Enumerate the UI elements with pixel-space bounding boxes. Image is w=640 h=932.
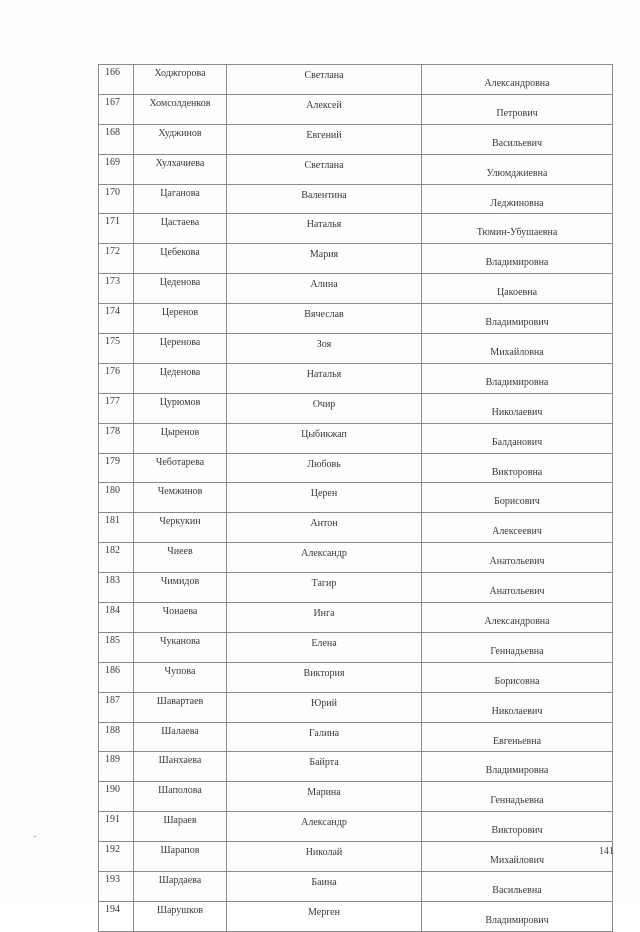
patronymic-cell (422, 423, 613, 453)
row-number-text: 175 (105, 336, 120, 348)
row-number-cell (99, 662, 134, 692)
first-name-cell (227, 752, 422, 782)
table-row (99, 692, 613, 722)
table-row (99, 124, 613, 154)
row-number-cell (99, 632, 134, 662)
first-name-text: Церен (310, 488, 338, 500)
last-name-cell (134, 453, 227, 483)
row-number-cell (99, 154, 134, 184)
first-name-text: Зоя (316, 338, 332, 350)
patronymic-cell (422, 453, 613, 483)
patronymic-text: Балданович (491, 436, 543, 448)
patronymic-text: Петрович (496, 107, 538, 119)
table-row (99, 722, 613, 752)
row-number-text: 169 (105, 156, 120, 168)
patronymic-text: Улюмджиевна (486, 167, 548, 179)
last-name-cell (134, 94, 227, 124)
last-name-cell (134, 423, 227, 453)
first-name-cell (227, 543, 422, 573)
first-name-cell (227, 214, 422, 244)
row-number-text: 180 (105, 485, 120, 497)
table-row (99, 573, 613, 603)
patronymic-cell (422, 603, 613, 633)
scan-mark (34, 836, 36, 837)
row-number-text: 194 (105, 903, 120, 915)
last-name-text: Шалаева (161, 725, 199, 737)
row-number-cell (99, 393, 134, 423)
last-name-cell (134, 274, 227, 304)
last-name-text: Цастаева (160, 217, 200, 229)
first-name-cell (227, 65, 422, 95)
table-row (99, 453, 613, 483)
patronymic-cell (422, 184, 613, 214)
first-name-text: Вячеслав (304, 309, 344, 321)
patronymic-cell (422, 752, 613, 782)
table-row (99, 513, 613, 543)
first-name-cell (227, 722, 422, 752)
first-name-cell (227, 692, 422, 722)
roster-table (98, 64, 613, 932)
first-name-cell (227, 304, 422, 334)
table-row (99, 65, 613, 95)
last-name-text: Шараев (163, 815, 197, 827)
last-name-cell (134, 184, 227, 214)
patronymic-cell (422, 632, 613, 662)
patronymic-cell (422, 94, 613, 124)
patronymic-text: Владимировна (485, 257, 549, 269)
first-name-cell (227, 632, 422, 662)
patronymic-text: Геннадьевна (490, 645, 544, 657)
patronymic-text: Николаевич (491, 705, 543, 717)
first-name-text: Наталья (306, 219, 342, 231)
row-number-cell (99, 274, 134, 304)
table-row (99, 423, 613, 453)
patronymic-cell (422, 274, 613, 304)
last-name-text: Чиеев (167, 546, 193, 558)
row-number-cell (99, 782, 134, 812)
patronymic-text: Михайлович (490, 855, 544, 867)
table-row (99, 184, 613, 214)
last-name-cell (134, 872, 227, 902)
first-name-cell (227, 94, 422, 124)
patronymic-cell (422, 842, 613, 872)
patronymic-cell (422, 363, 613, 393)
last-name-cell (134, 901, 227, 931)
first-name-cell (227, 513, 422, 543)
row-number-text: 177 (105, 395, 120, 407)
last-name-cell (134, 573, 227, 603)
row-number-cell (99, 94, 134, 124)
last-name-text: Худжинов (158, 127, 202, 139)
table-row (99, 842, 613, 872)
last-name-cell (134, 304, 227, 334)
first-name-text: Евгений (306, 129, 342, 141)
row-number-text: 178 (105, 425, 120, 437)
first-name-cell (227, 812, 422, 842)
table-row (99, 752, 613, 782)
first-name-text: Юрий (311, 697, 337, 709)
row-number-cell (99, 304, 134, 334)
row-number-text: 191 (105, 814, 120, 826)
last-name-text: Шаполова (158, 785, 202, 797)
patronymic-text: Леджиновна (490, 197, 544, 209)
last-name-cell (134, 722, 227, 752)
first-name-text: Александр (301, 817, 347, 829)
first-name-cell (227, 124, 422, 154)
first-name-text: Марина (307, 787, 341, 799)
first-name-text: Антон (310, 518, 338, 530)
last-name-text: Чимидов (160, 576, 200, 588)
patronymic-cell (422, 872, 613, 902)
table-row (99, 274, 613, 304)
last-name-text: Цеденова (159, 366, 201, 378)
last-name-text: Церенов (161, 307, 199, 319)
patronymic-text: Владимирович (485, 914, 549, 926)
row-number-text: 184 (105, 605, 120, 617)
patronymic-cell (422, 662, 613, 692)
roster-table-body (99, 65, 613, 932)
first-name-cell (227, 154, 422, 184)
row-number-text: 171 (105, 216, 120, 228)
last-name-cell (134, 603, 227, 633)
row-number-text: 172 (105, 246, 120, 258)
patronymic-cell (422, 65, 613, 95)
table-row (99, 334, 613, 364)
row-number-text: 185 (105, 634, 120, 646)
last-name-text: Шарушков (156, 904, 204, 916)
patronymic-cell (422, 214, 613, 244)
table-row (99, 393, 613, 423)
first-name-cell (227, 423, 422, 453)
patronymic-cell (422, 393, 613, 423)
table-row (99, 782, 613, 812)
patronymic-cell (422, 124, 613, 154)
row-number-cell (99, 692, 134, 722)
patronymic-text: Михайловна (490, 346, 544, 358)
patronymic-text: Борисовна (494, 675, 540, 687)
table-row (99, 632, 613, 662)
last-name-text: Чуканова (159, 635, 201, 647)
row-number-text: 174 (105, 306, 120, 318)
last-name-cell (134, 513, 227, 543)
last-name-text: Шанхаева (158, 755, 202, 767)
patronymic-cell (422, 334, 613, 364)
row-number-cell (99, 483, 134, 513)
last-name-cell (134, 124, 227, 154)
last-name-text: Чупова (164, 665, 196, 677)
first-name-text: Николай (305, 847, 343, 859)
patronymic-cell (422, 692, 613, 722)
first-name-cell (227, 334, 422, 364)
first-name-cell (227, 662, 422, 692)
last-name-text: Чеботарева (155, 456, 205, 468)
table-row (99, 543, 613, 573)
patronymic-cell (422, 722, 613, 752)
first-name-text: Инга (313, 607, 335, 619)
last-name-cell (134, 782, 227, 812)
patronymic-text: Александровна (484, 615, 550, 627)
row-number-cell (99, 334, 134, 364)
row-number-text: 168 (105, 126, 120, 138)
first-name-text: Валентина (301, 189, 347, 201)
patronymic-text: Тюмин-Убушаевна (476, 227, 558, 239)
last-name-cell (134, 662, 227, 692)
last-name-cell (134, 363, 227, 393)
table-row (99, 154, 613, 184)
row-number-cell (99, 603, 134, 633)
first-name-cell (227, 244, 422, 274)
first-name-text: Мария (309, 249, 339, 261)
patronymic-cell (422, 901, 613, 931)
last-name-cell (134, 543, 227, 573)
row-number-cell (99, 65, 134, 95)
row-number-cell (99, 901, 134, 931)
table-row (99, 901, 613, 931)
row-number-cell (99, 543, 134, 573)
row-number-text: 193 (105, 874, 120, 886)
row-number-text: 176 (105, 365, 120, 377)
patronymic-cell (422, 304, 613, 334)
last-name-text: Ходжгорова (154, 68, 206, 79)
last-name-text: Цебекова (160, 247, 200, 259)
first-name-cell (227, 453, 422, 483)
row-number-cell (99, 513, 134, 543)
patronymic-cell (422, 513, 613, 543)
patronymic-text: Васильевич (492, 137, 542, 149)
last-name-text: Цаганова (160, 187, 200, 199)
last-name-cell (134, 632, 227, 662)
patronymic-text: Алексеевич (492, 526, 542, 538)
last-name-text: Шарапов (160, 845, 200, 857)
row-number-text: 189 (105, 754, 120, 766)
last-name-text: Чонаева (162, 606, 198, 618)
patronymic-text: Борисович (494, 496, 540, 508)
patronymic-text: Александровна (484, 77, 550, 89)
last-name-cell (134, 244, 227, 274)
last-name-text: Чемжинов (157, 486, 203, 498)
first-name-cell (227, 782, 422, 812)
row-number-cell (99, 812, 134, 842)
last-name-cell (134, 334, 227, 364)
last-name-cell (134, 154, 227, 184)
last-name-text: Церенова (159, 337, 201, 349)
patronymic-text: Николаевич (491, 406, 543, 418)
first-name-text: Очир (312, 398, 336, 410)
first-name-cell (227, 603, 422, 633)
last-name-text: Хулхачиева (155, 157, 205, 169)
table-row (99, 214, 613, 244)
first-name-text: Александр (301, 548, 347, 560)
row-number-text: 179 (105, 455, 120, 467)
row-number-cell (99, 214, 134, 244)
last-name-cell (134, 692, 227, 722)
last-name-cell (134, 214, 227, 244)
row-number-text: 188 (105, 724, 120, 736)
row-number-text: 190 (105, 784, 120, 796)
last-name-cell (134, 65, 227, 95)
table-row (99, 304, 613, 334)
table-row (99, 872, 613, 902)
first-name-text: Баина (311, 876, 337, 888)
last-name-cell (134, 812, 227, 842)
row-number-cell (99, 573, 134, 603)
row-number-cell (99, 363, 134, 393)
patronymic-text: Владимирович (485, 317, 549, 329)
last-name-cell (134, 752, 227, 782)
last-name-text: Цурюмов (159, 396, 201, 408)
first-name-cell (227, 842, 422, 872)
row-number-text: 183 (105, 575, 120, 587)
patronymic-text: Цакоевна (496, 287, 538, 299)
patronymic-cell (422, 543, 613, 573)
first-name-text: Мерген (308, 906, 340, 918)
last-name-text: Черкукин (159, 516, 201, 528)
row-number-text: 181 (105, 515, 120, 527)
patronymic-text: Евгеньевна (492, 735, 542, 747)
row-number-cell (99, 842, 134, 872)
first-name-text: Галина (308, 727, 340, 739)
patronymic-cell (422, 154, 613, 184)
first-name-text: Светлана (304, 69, 344, 81)
patronymic-text: Анатольевич (489, 586, 545, 598)
row-number-text: 192 (105, 844, 120, 856)
first-name-cell (227, 901, 422, 931)
first-name-cell (227, 872, 422, 902)
table-row (99, 812, 613, 842)
last-name-text: Цыренов (160, 426, 200, 438)
last-name-cell (134, 483, 227, 513)
row-number-cell (99, 752, 134, 782)
row-number-text: 170 (105, 186, 120, 198)
table-row (99, 244, 613, 274)
row-number-text: 173 (105, 276, 120, 288)
row-number-cell (99, 722, 134, 752)
row-number-cell (99, 184, 134, 214)
row-number-text: 186 (105, 664, 120, 676)
page-number: 141 (599, 846, 614, 857)
table-row (99, 483, 613, 513)
row-number-cell (99, 453, 134, 483)
last-name-text: Хомсолденков (149, 97, 211, 109)
table-row (99, 603, 613, 633)
patronymic-cell (422, 483, 613, 513)
first-name-text: Любовь (307, 458, 341, 470)
first-name-text: Наталья (306, 368, 342, 380)
table-row (99, 662, 613, 692)
row-number-text: 166 (105, 67, 120, 78)
table-row (99, 363, 613, 393)
row-number-cell (99, 872, 134, 902)
last-name-text: Шавартаев (156, 695, 204, 707)
first-name-text: Елена (311, 637, 337, 649)
last-name-text: Шардаева (158, 875, 202, 887)
patronymic-text: Анатольевич (489, 556, 545, 568)
first-name-cell (227, 363, 422, 393)
row-number-cell (99, 244, 134, 274)
first-name-text: Байрта (309, 757, 339, 769)
patronymic-text: Геннадьевна (490, 795, 544, 807)
first-name-cell (227, 483, 422, 513)
first-name-text: Алина (310, 279, 338, 291)
patronymic-text: Викторовна (491, 466, 543, 478)
row-number-cell (99, 423, 134, 453)
last-name-cell (134, 393, 227, 423)
first-name-text: Алексей (306, 99, 342, 111)
patronymic-cell (422, 782, 613, 812)
last-name-text: Цеденова (159, 277, 201, 289)
first-name-cell (227, 184, 422, 214)
row-number-text: 167 (105, 96, 120, 108)
last-name-cell (134, 842, 227, 872)
patronymic-cell (422, 812, 613, 842)
row-number-cell (99, 124, 134, 154)
patronymic-text: Викторович (491, 825, 543, 837)
patronymic-text: Владимировна (485, 376, 549, 388)
patronymic-text: Владимировна (485, 765, 549, 777)
row-number-text: 182 (105, 545, 120, 557)
first-name-text: Цыбикжап (301, 428, 347, 440)
first-name-text: Виктория (303, 667, 345, 679)
first-name-cell (227, 573, 422, 603)
first-name-cell (227, 274, 422, 304)
patronymic-cell (422, 573, 613, 603)
row-number-text: 187 (105, 694, 120, 706)
patronymic-text: Васильевна (492, 884, 542, 896)
table-row (99, 94, 613, 124)
patronymic-cell (422, 244, 613, 274)
first-name-text: Светлана (304, 159, 344, 171)
first-name-text: Тагир (311, 578, 337, 590)
first-name-cell (227, 393, 422, 423)
